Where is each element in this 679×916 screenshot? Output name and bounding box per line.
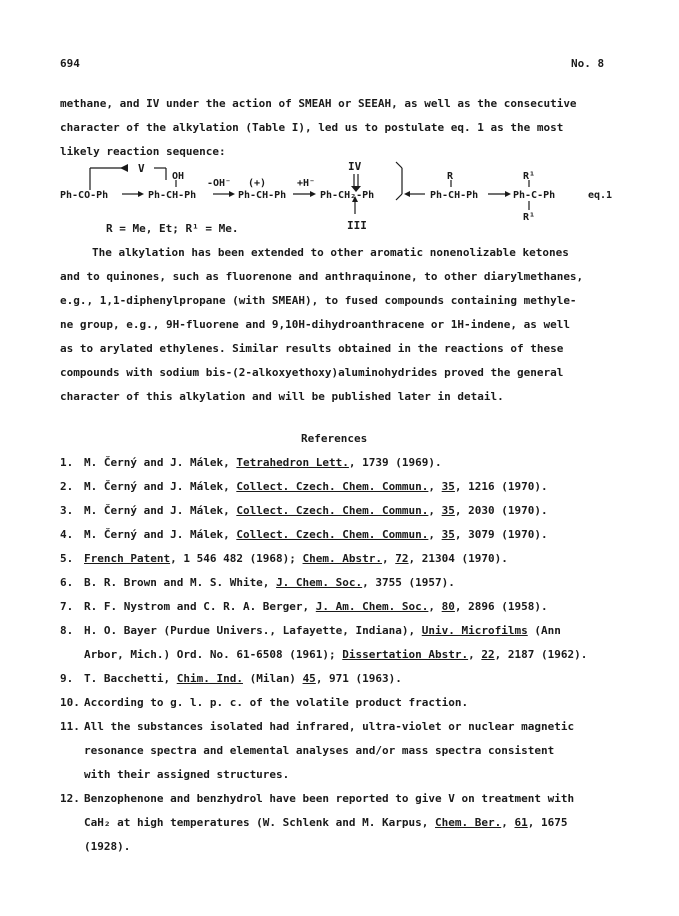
paragraph-line-7: character of this alkylation and will be published later in detail.	[60, 390, 504, 403]
reference-segment: M. Černý and J. Málek,	[84, 504, 237, 517]
page-number: 694	[60, 57, 80, 70]
reference-segment: Arbor, Mich.) Ord. No. 61-6508 (1961);	[84, 648, 343, 661]
scheme-oh-label: OH	[172, 171, 185, 182]
reference-text	[84, 576, 455, 589]
reference-segment: with their assigned structures.	[84, 768, 290, 781]
reference-segment: (Milan)	[242, 672, 303, 685]
reference-segment: , 3755 (1957).	[362, 576, 455, 589]
scheme-iv-label: IV	[348, 160, 362, 173]
reference-text	[84, 624, 561, 637]
reference-number: 5.	[60, 552, 74, 565]
reference-number: 7.	[60, 600, 74, 613]
reference-citation: 72	[395, 552, 409, 565]
reference-text	[84, 768, 289, 781]
reference-segment: ,	[501, 816, 515, 829]
scheme-plus-sign: (+)	[248, 178, 267, 189]
scheme-equation-label: eq.1	[588, 190, 613, 201]
reference-number: 4.	[60, 528, 74, 541]
reference-segment: , 2187 (1962).	[494, 648, 588, 661]
reference-segment: R. F. Nystrom and C. R. A. Berger,	[84, 600, 316, 613]
reference-citation: 35	[441, 528, 455, 541]
reference-citation: J. Am. Chem. Soc.	[315, 600, 429, 613]
reference-text	[84, 504, 548, 517]
reference-citation: Dissertation Abstr.	[342, 648, 469, 661]
scheme-substituents: R = Me, Et; R¹ = Me.	[106, 222, 239, 235]
reference-text	[84, 792, 574, 805]
scheme-plus-h: +H⁻	[297, 178, 316, 189]
reference-segment: B. R. Brown and M. S. White,	[84, 576, 277, 589]
reference-text	[84, 648, 587, 661]
reference-citation: Chem. Abstr.	[302, 552, 383, 565]
reference-segment: (Ann	[527, 624, 561, 637]
reference-segment: , 1675	[527, 816, 568, 829]
paragraph-line-1: The alkylation has been extended to other aromatic nonenolizable ketones	[92, 246, 569, 259]
scheme-species-dialkyl: Ph-C-Ph	[513, 190, 556, 201]
reference-segment: , 1739 (1969).	[348, 456, 442, 469]
reference-segment: ,	[428, 528, 442, 541]
reference-number: 9.	[60, 672, 74, 685]
reference-number: 6.	[60, 576, 74, 589]
issue-number: No. 8	[571, 57, 605, 70]
intro-line-3: likely reaction sequence:	[60, 145, 226, 158]
scheme-species-diphenylmethane: Ph-CH₂-Ph	[320, 190, 375, 201]
reference-segment: , 1216 (1970).	[454, 480, 548, 493]
reference-segment: T. Bacchetti,	[84, 672, 177, 685]
reference-text	[84, 600, 548, 613]
reference-segment: , 2030 (1970).	[454, 504, 548, 517]
reference-segment: CaH₂ at high temperatures (W. Schlenk and M. Karpus,	[84, 816, 435, 829]
scheme-species-benzophenone: Ph-CO-Ph	[60, 190, 109, 201]
scheme-reagent-v: V	[138, 162, 145, 175]
scheme-r1-top: R¹	[523, 171, 536, 182]
reference-text	[84, 456, 442, 469]
scheme-minus-oh: -OH⁻	[207, 178, 232, 189]
reference-citation: 61	[514, 816, 528, 829]
reference-segment: resonance spectra and elemental analyses and/or mass spectra consistent	[84, 744, 555, 757]
reference-segment: (1928).	[84, 840, 131, 853]
reference-citation: Collect. Czech. Chem. Commun.	[236, 480, 429, 493]
scheme-species-alkyl: Ph-CH-Ph	[430, 190, 479, 201]
reference-segment: Benzophenone and benzhydrol have been reported to give V on treatment with	[84, 792, 575, 805]
scheme-r-label: R	[447, 171, 454, 182]
reference-text	[84, 552, 508, 565]
reference-citation: Chim. Ind.	[176, 672, 243, 685]
reference-segment: , 21304 (1970).	[408, 552, 508, 565]
paragraph-line-5: as to arylated ethylenes. Similar results obtained in the reactions of these	[60, 342, 564, 355]
paragraph-line-4: ne group, e.g., 9H-fluorene and 9,10H-dihydroanthracene or 1H-indene, as well	[60, 318, 570, 331]
reference-citation: French Patent	[84, 552, 171, 565]
reference-segment: M. Černý and J. Málek,	[84, 456, 237, 469]
reference-number: 3.	[60, 504, 74, 517]
reference-segment: According to g. l. p. c. of the volatile product fraction.	[84, 696, 469, 709]
scheme-species-cation: Ph-CH-Ph	[238, 190, 287, 201]
paragraph-line-3: e.g., 1,1-diphenylpropane (with SMEAH), to fused compounds containing methyle-	[60, 294, 577, 307]
reference-citation: Collect. Czech. Chem. Commun.	[236, 504, 429, 517]
intro-line-2: character of the alkylation (Table I), led us to postulate eq. 1 as the most	[60, 121, 564, 134]
reference-citation: Collect. Czech. Chem. Commun.	[236, 528, 429, 541]
reference-citation: 35	[441, 480, 455, 493]
reference-segment: M. Černý and J. Málek,	[84, 528, 237, 541]
reference-segment: ,	[468, 648, 482, 661]
reference-segment: ,	[428, 480, 442, 493]
reference-segment: H. O. Bayer (Purdue Univers., Lafayette, Indiana),	[84, 624, 422, 637]
reference-citation: Univ. Microfilms	[421, 624, 528, 637]
references-heading: References	[301, 432, 368, 445]
reference-segment: , 2896 (1958).	[454, 600, 548, 613]
reference-segment: , 971 (1963).	[315, 672, 402, 685]
reference-text	[84, 840, 130, 853]
reaction-scheme	[0, 150, 679, 240]
reference-number: 12.	[60, 792, 80, 805]
reference-segment: M. Černý and J. Málek,	[84, 480, 237, 493]
reference-text	[84, 528, 548, 541]
reference-segment: , 3079 (1970).	[454, 528, 548, 541]
scheme-r1-bottom: R¹	[523, 212, 536, 223]
reference-citation: Chem. Ber.	[435, 816, 502, 829]
scheme-species-benzhydrol: Ph-CH-Ph	[148, 190, 197, 201]
reference-segment: , 1 546 482 (1968);	[170, 552, 303, 565]
reference-segment: ,	[382, 552, 396, 565]
paragraph-line-2: and to quinones, such as fluorenone and anthraquinone, to other diarylmethanes,	[60, 270, 584, 283]
reference-text	[84, 480, 548, 493]
reference-number: 1.	[60, 456, 74, 469]
reference-text	[84, 816, 567, 829]
reference-text	[84, 744, 554, 757]
reference-citation: 45	[302, 672, 316, 685]
reference-text	[84, 696, 468, 709]
reference-citation: 35	[441, 504, 455, 517]
reference-number: 2.	[60, 480, 74, 493]
paragraph-line-6: compounds with sodium bis-(2-alkoxyethoxy)aluminohydrides proved the general	[60, 366, 564, 379]
reference-segment: All the substances isolated had infrared, ultra-violet or nuclear magnetic	[84, 720, 575, 733]
reference-number: 8.	[60, 624, 74, 637]
reference-citation: 80	[441, 600, 455, 613]
reference-text	[84, 720, 574, 733]
reference-segment: ,	[428, 504, 442, 517]
reference-number: 10.	[60, 696, 80, 709]
scheme-iii-label: III	[347, 219, 367, 232]
reference-segment: ,	[428, 600, 442, 613]
reference-citation: Tetrahedron Lett.	[236, 456, 349, 469]
reference-citation: 22	[481, 648, 495, 661]
reference-text	[84, 672, 402, 685]
reference-citation: J. Chem. Soc.	[276, 576, 363, 589]
intro-line-1: methane, and IV under the action of SMEAH or SEEAH, as well as the consecutive	[60, 97, 577, 110]
reference-number: 11.	[60, 720, 80, 733]
